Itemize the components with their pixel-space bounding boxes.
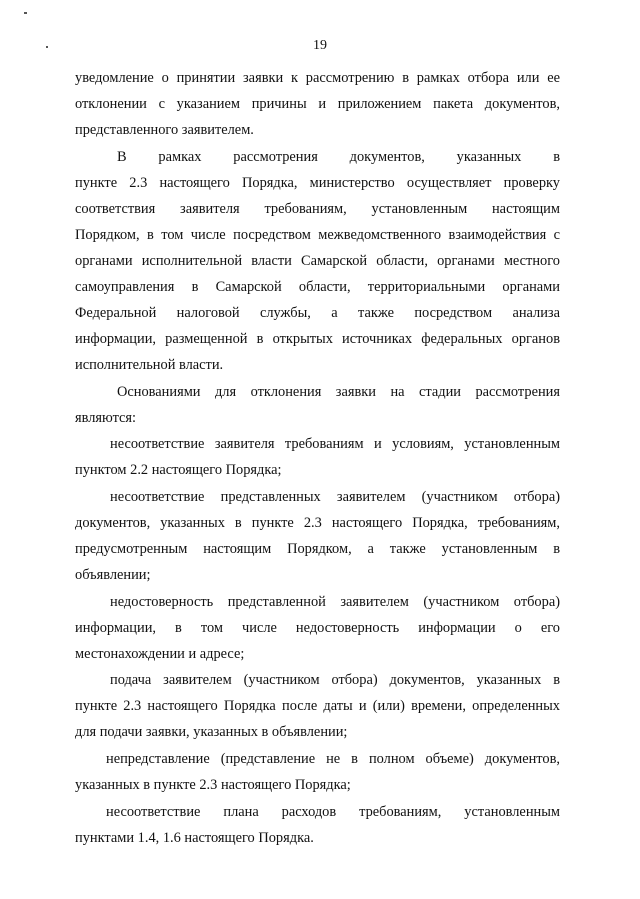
text-line: информации, размещенной в открытых источниках федеральных органов: [75, 331, 560, 347]
text-line: подача заявителем (участником отбора) документов, указанных в: [110, 672, 560, 688]
text-line: Порядком, в том числе посредством межведомственного взаимодействия с: [75, 227, 560, 243]
text-line: указанных в пункте 2.3 настоящего Порядка;: [75, 777, 351, 793]
text-line: несоответствие плана расходов требованиям, установленным: [106, 804, 560, 820]
text-line: пунктами 1.4, 1.6 настоящего Порядка.: [75, 830, 314, 846]
text-line: исполнительной власти.: [75, 357, 224, 373]
text-line: пункте 2.3 настоящего Порядка, министерство осуществляет проверку: [75, 175, 560, 191]
text-line: Основаниями для отклонения заявки на стадии рассмотрения: [117, 384, 560, 400]
scan-speck: [24, 12, 27, 14]
text-line: пункте 2.3 настоящего Порядка после даты и (или) времени, определенных: [75, 698, 560, 714]
text-line: предусмотренным настоящим Порядком, а также установленным в: [75, 541, 560, 557]
text-line: Федеральной налоговой службы, а также посредством анализа: [75, 305, 560, 321]
text-line: представленного заявителем.: [75, 122, 254, 138]
text-line: информации, в том числе недостоверность информации о его: [75, 620, 560, 636]
text-line: документов, указанных в пункте 2.3 настоящего Порядка, требованиям,: [75, 515, 560, 531]
text-line: непредставление (представление не в полном объеме) документов,: [106, 751, 560, 767]
text-line: для подачи заявки, указанных в объявлении;: [75, 724, 348, 740]
text-line: В рамках рассмотрения документов, указанных в: [117, 149, 560, 165]
text-line: уведомление о принятии заявки к рассмотрению в рамках отбора или ее: [75, 70, 560, 86]
text-line: несоответствие представленных заявителем (участником отбора): [110, 489, 560, 505]
text-line: самоуправления в Самарской области, территориальными органами: [75, 279, 560, 295]
text-line: пунктом 2.2 настоящего Порядка;: [75, 462, 282, 478]
text-line: недостоверность представленной заявителем (участником отбора): [110, 594, 560, 610]
text-line: несоответствие заявителя требованиям и условиям, установленным: [110, 436, 560, 452]
text-line: соответствия заявителя требованиям, установленным настоящим: [75, 201, 560, 217]
text-line: органами исполнительной власти Самарской области, органами местного: [75, 253, 560, 269]
text-line: являются:: [75, 410, 137, 426]
page-number: 19: [313, 38, 327, 53]
text-line: местонахождении и адресе;: [75, 646, 245, 662]
text-line: объявлении;: [75, 567, 151, 583]
text-line: отклонении с указанием причины и приложением пакета документов,: [75, 96, 560, 112]
